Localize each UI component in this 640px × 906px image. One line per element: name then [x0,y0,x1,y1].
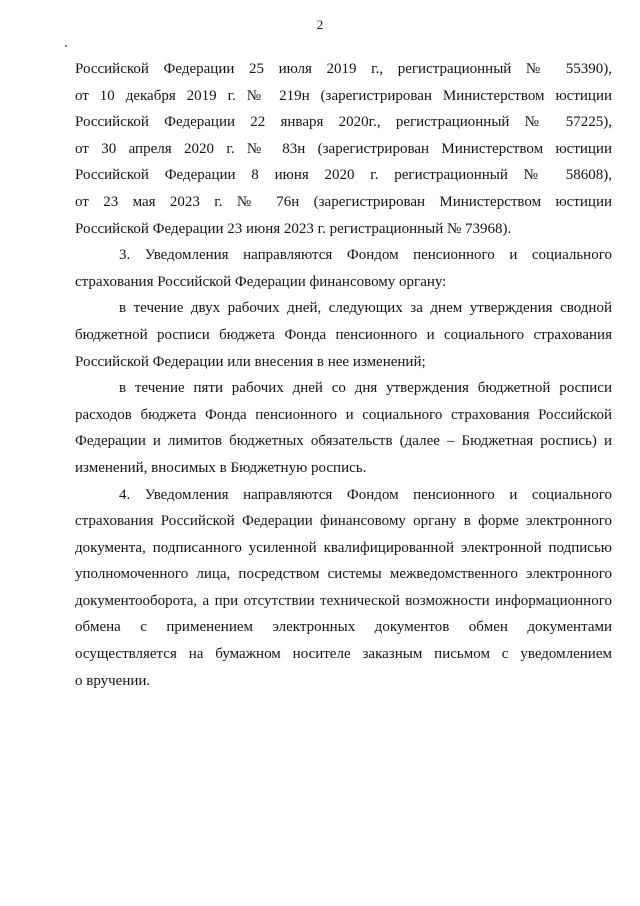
text-line: Российской Федерации 8 июня 2020 г. регистрационный № 58608), [75,167,612,184]
text-line: от 10 декабря 2019 г. № 219н (зарегистрирован Министерством юстиции [75,87,612,104]
text-line: документооборота, а при отсутствии технической возможности информационного [75,592,612,609]
text-line: от 23 мая 2023 г. № 76н (зарегистрирован Министерством юстиции [75,193,612,210]
text-line: 4. Уведомления направляются Фондом пенсионного и социального [119,486,612,503]
text-line: документа, подписанного усиленной квалифицированной электронной подписью [75,539,612,556]
page-number: 2 [316,17,324,32]
text-line: Российской Федерации или внесения в нее изменений; [75,353,426,370]
text-line: Российской Федерации 23 июня 2023 г. регистрационный № 73968). [75,220,512,237]
text-line: 3. Уведомления направляются Фондом пенсионного и социального [119,247,612,264]
text-line: Федерации и лимитов бюджетных обязательств (далее – Бюджетная роспись) и [75,433,612,450]
text-line: в течение пяти рабочих дней со дня утверждения бюджетной росписи [119,380,612,397]
paragraph-five-days [75,375,612,481]
text-line: Российской Федерации 22 января 2020г., регистрационный № 57225), [75,114,612,131]
text-line: страхования Российской Федерации финансовому органу: [75,273,447,290]
text-line: осуществляется на бумажном носителе заказным письмом с уведомлением [75,646,612,663]
document-body [75,56,612,694]
text-line: о вручении. [75,672,151,689]
text-line: страхования Российской Федерации финансовому органу в форме электронного [75,513,612,530]
text-line: от 30 апреля 2020 г. № 83н (зарегистрирован Министерством юстиции [75,140,612,157]
text-line: уполномоченного лица, посредством системы межведомственного электронного [75,566,612,583]
paragraph-item-4 [75,482,612,695]
scan-speck [65,45,67,47]
paragraph-two-days [75,295,612,375]
text-line: расходов бюджета Фонда пенсионного и социального страхования Российской [75,406,612,423]
text-line: в течение двух рабочих дней, следующих за днем утверждения сводной [119,300,612,317]
text-line: Российской Федерации 25 июля 2019 г., регистрационный № 55390), [75,61,612,77]
paragraph-continuation [75,56,612,242]
paragraph-item-3 [75,242,612,295]
text-line: обмена с применением электронных документов обмен документами [75,619,612,636]
text-line: бюджетной росписи бюджета Фонда пенсионного и социального страхования [75,326,612,343]
text-line: изменений, вносимых в Бюджетную роспись. [75,459,367,476]
